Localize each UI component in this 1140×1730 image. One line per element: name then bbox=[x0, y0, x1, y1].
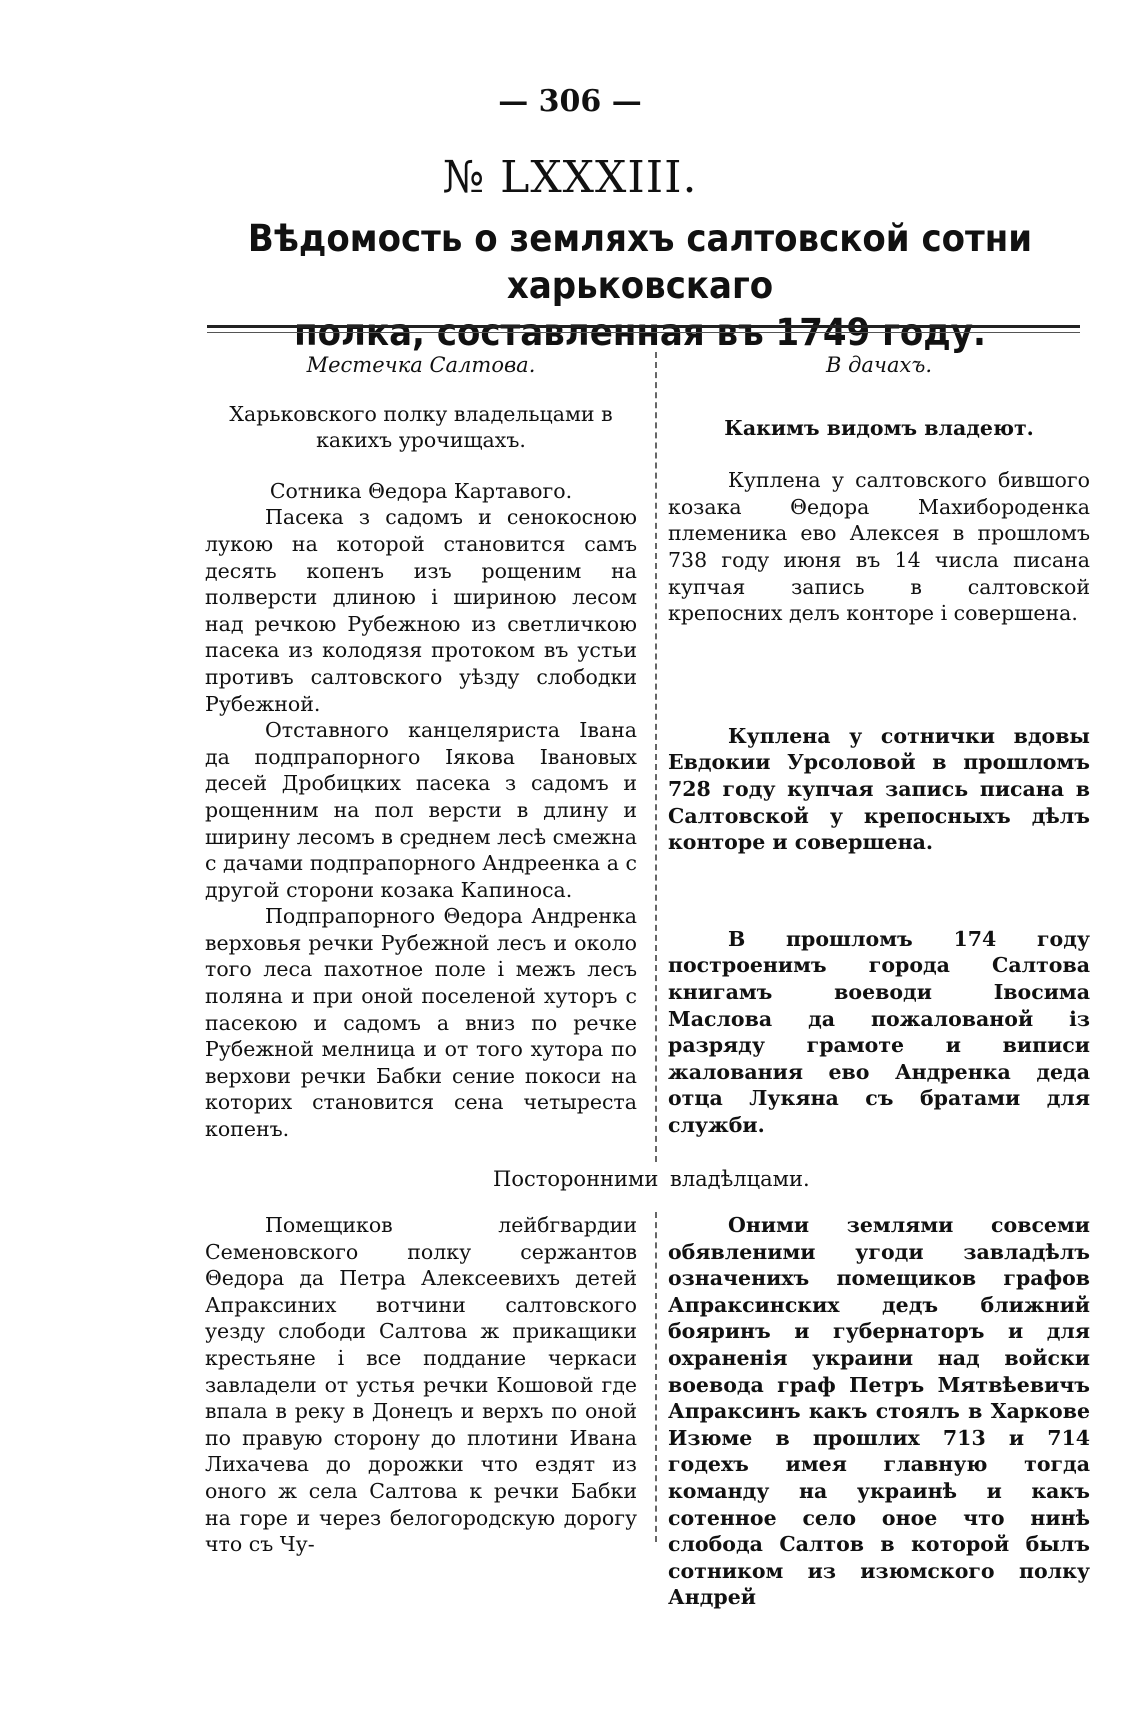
section-header-right: владѣлцами. bbox=[670, 1167, 810, 1191]
owner2-text: Отставного канцеляриста Івана да подпрапорного Іякова Івановых десей Дробицких пасека з садомъ и рощенним на пол версти в длину и ширину лесомъ в среднем лесѣ смежна с дачами подпрапорного Андреенка а с другой сторони козака Капиноса. bbox=[205, 718, 637, 902]
title-line-1: Вѣдомость о земляхъ салтовской сотни харьковскаго bbox=[247, 217, 1033, 307]
left-column-upper bbox=[205, 352, 637, 1143]
document-number: № LXXXIII. bbox=[442, 152, 698, 203]
page-number: — 306 — bbox=[498, 84, 642, 119]
owner3-text: Подпрапорного Θедора Андренка верховья речки Рубежной лесъ и около того леса пахотное поле і межъ лесъ поляна и при оной поселеной хуторъ с пасекою и садомъ а вниз по речке Рубежной мелница и от того хутора по верхови речки Бабки сение покоси на которих становится сена четыреста копенъ. bbox=[205, 904, 637, 1142]
right-entry-3: В прошломъ 174 году построенимъ города Салтова книгамъ воеводи Івосима Маслова да пожалованой із разряду грамоте и виписи жалования ево Андренка деда отца Лукяна съ братами для служби. bbox=[668, 926, 1090, 1137]
column-divider-top bbox=[655, 352, 657, 1162]
left-outsider-text: Помещиков лейбгвардии Семеновского полку сержантов Θедора да Петра Алексеевихъ детей Апраксиних вотчини салтовского уезду слободи Салтова ж прикащики крестьяне і все поддание черкаси завладели от устья речки Кошовой где впала в реку в Донецъ и верхъ по оной по правую сторону до плотини Ивана Лихачева до дорожки что ездят из оного ж села Салтова к речки Бабки на горе и через белогородскую дорогу что съ Чу- bbox=[205, 1213, 637, 1557]
title-line-2: полка, составленная въ 1749 году. bbox=[294, 311, 986, 354]
right-column-heading: В дачахъ. bbox=[825, 353, 933, 377]
left-column-heading: Местечка Салтова. bbox=[306, 353, 536, 377]
right-column-upper bbox=[668, 352, 1090, 1138]
column-divider-bottom bbox=[655, 1212, 657, 1542]
right-entry-2: Куплена у сотнички вдовы Евдокии Урсоловой в прошломъ 728 году купчая запись писана в Салтовской у крепосныхъ дѣлъ конторе и совершена. bbox=[668, 723, 1090, 855]
right-column-subheading: Какимъ видомъ владеют. bbox=[724, 415, 1034, 440]
owner1-name: Сотника Θедора Картавого. bbox=[269, 478, 573, 503]
right-column-lower bbox=[668, 1212, 1090, 1611]
section-header-left: Посторонними bbox=[493, 1167, 659, 1191]
title-rule bbox=[207, 325, 1080, 333]
left-column-lower bbox=[205, 1212, 637, 1558]
left-column-subheading: Харьковского полку владельцами в какихъ урочищахъ. bbox=[229, 401, 613, 453]
owner1-text: Пасека з садомъ и сенокосною лукою на которой становится самъ десять копенъ изъ рощеним на полверсти длиною і шириною лесом над речкою Рубежною из светличкою пасека из колодязя протоком въ устьи противъ салтовского уѣзду слободки Рубежной. bbox=[205, 505, 637, 716]
document-title bbox=[226, 215, 1054, 356]
right-outsider-text: Оними землями совсеми обявленими угоди завладѣлъ означенихъ помещиков графов Апраксинских дедъ ближний бояринъ и губернаторъ и для охраненія украини над войски воевода граф Петръ Мятвѣевичъ Апраксинъ какъ стоялъ в Харкове Изюме в прошлих 713 и 714 годехъ имея главную тогда команду на украинѣ и какъ сотенное село оное что нинѣ слобода Салтов в которой былъ сотником из изюмского полку Андрей bbox=[668, 1213, 1090, 1610]
right-entry-1: Куплена у салтовского бившого козака Θедора Махибороденка племеника ево Алексея в прошломъ 738 году июня въ 14 числа писана купчая запись в салтовской крепосних делъ конторе і совершена. bbox=[668, 468, 1090, 626]
